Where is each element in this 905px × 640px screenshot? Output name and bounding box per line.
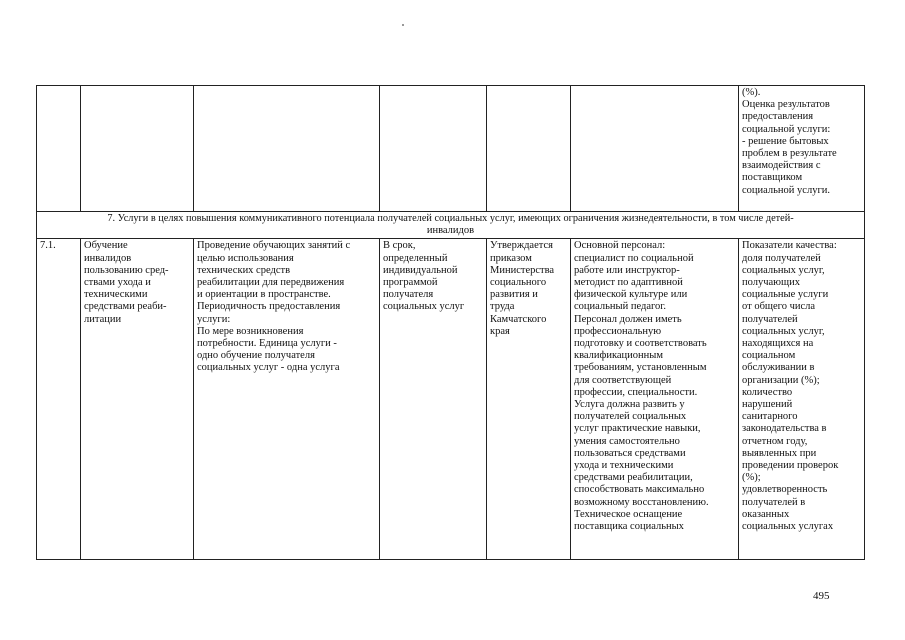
text-line: Показатели качества: [742, 240, 837, 252]
text-line: методист по адаптивной [574, 277, 683, 289]
text-line: социальном [742, 350, 796, 362]
text-line: Камчатского [490, 313, 547, 325]
cell-service-term [380, 239, 487, 560]
text-line: Персонал должен иметь [574, 313, 682, 325]
text-line: квалификационным [574, 350, 663, 362]
text-line: Периодичность предоставления [197, 301, 341, 313]
text-line: доля получателей [742, 252, 821, 264]
text-line: техническими [84, 289, 148, 301]
continuation-row [37, 86, 865, 212]
section-heading-line: инвалидов [426, 225, 475, 237]
text-line: взаимодействия с [742, 160, 821, 172]
text-line: предоставления [742, 111, 814, 123]
text-line: края [490, 325, 510, 337]
cell-approval-empty [487, 86, 571, 212]
services-table [36, 85, 865, 560]
text-line: средствами реабилитации, [574, 472, 693, 484]
text-line: получателей социальных [574, 411, 687, 423]
text-line: специалист по социальной [574, 252, 694, 264]
text-line: литации [84, 313, 122, 325]
text-line: социальные услуги [742, 289, 829, 301]
text-line: социальных услуг, [742, 264, 825, 276]
text-line: социальный педагог. [574, 301, 667, 313]
text-line: труда [490, 301, 515, 313]
text-line: Утверждается [490, 240, 553, 252]
text-line: поставщика социальных [574, 521, 684, 533]
text-line: Техническое оснащение [574, 508, 683, 520]
text-line: Основной персонал: [574, 240, 666, 252]
text-line: оказанных [742, 508, 790, 520]
text-line: выявленных при [742, 447, 817, 459]
text-line: социальной услуги. [742, 184, 830, 196]
text-line: возможному восстановлению. [574, 496, 709, 508]
text-line: профессиональную [574, 325, 662, 337]
text-line: требованиям, установленным [574, 362, 707, 374]
text-line: Обучение [84, 240, 128, 252]
cell-service-quality [739, 239, 865, 560]
cell-service-description [194, 239, 380, 560]
cell-description-empty [194, 86, 380, 212]
page-number: 495 [813, 590, 830, 602]
cell-name-empty [81, 86, 194, 212]
text-line: программой [383, 277, 438, 289]
cell-service-number [37, 239, 81, 560]
text-line: - решение бытовых [742, 135, 829, 147]
text-line: ствами ухода и [84, 277, 151, 289]
text-line: и ориентации в пространстве. [197, 289, 331, 301]
text-line: способствовать максимально [574, 484, 705, 496]
text-line: нарушений [742, 399, 793, 411]
cell-service-name [81, 239, 194, 560]
text-line: приказом [490, 252, 532, 264]
text-line: от общего числа [742, 301, 816, 313]
text-line: определенный [383, 252, 448, 264]
text-line: умения самостоятельно [574, 435, 680, 447]
text-line: В срок, [383, 240, 416, 252]
text-line: подготовку и соответствовать [574, 338, 707, 350]
text-line: одно обучение получателя [197, 350, 315, 362]
text-line: услуги: [197, 313, 231, 325]
text-line: ухода и техническими [574, 460, 674, 472]
text-line: Услуга должна развить у [574, 399, 685, 411]
text-line: социальных услуг [383, 301, 465, 313]
text-line: (%). [742, 87, 761, 98]
text-line: пользоваться средствами [574, 447, 686, 459]
text-line: инвалидов [84, 252, 132, 264]
text-line: развития и [490, 289, 538, 301]
text-line: физической культуре или [574, 289, 688, 301]
cell-service-conditions [571, 239, 739, 560]
text-line: пользованию сред- [84, 264, 169, 276]
text-line: социальных услуг - одна услуга [197, 362, 340, 374]
text-line: услуг практические навыки, [574, 423, 701, 435]
cell-term-empty [380, 86, 487, 212]
text-line: отчетном году, [742, 435, 808, 447]
text-line: для соответствующей [574, 374, 672, 386]
text-line: социальных услугах [742, 521, 834, 533]
text-line: Оценка результатов [742, 99, 830, 111]
text-line: (%); [742, 472, 761, 484]
text-line: получателей в [742, 496, 806, 508]
cell-quality-continuation [739, 86, 865, 212]
text-line: целью использования [197, 252, 294, 264]
text-line: получателей [742, 313, 798, 325]
section-heading-line: 7. Услуги в целях повышения коммуникативного потенциала получателей социальных услуг, имеющих ограничения жизнедеятельности, в том числе детей- [107, 213, 794, 224]
text-line: находящихся на [742, 338, 814, 350]
scan-speck [402, 24, 404, 26]
text-line: законодательства в [742, 423, 827, 435]
text-line: проведении проверок [742, 460, 839, 472]
text-line: социальных услуг, [742, 325, 825, 337]
text-line: санитарного [742, 411, 798, 423]
text-line: индивидуальной [383, 264, 458, 276]
text-line: получающих [742, 277, 800, 289]
text-line: удовлетворенность [742, 484, 828, 496]
text-line: технических средств [197, 264, 291, 276]
text-line: работе или инструктор- [574, 264, 680, 276]
section-heading [37, 212, 865, 239]
text-line: количество [742, 386, 793, 398]
text-line: средствами реаби- [84, 301, 167, 313]
cell-service-approval [487, 239, 571, 560]
text-line: поставщиком [742, 172, 803, 184]
text-line: обслуживании в [742, 362, 815, 374]
text-line: социального [490, 277, 547, 289]
text-line: социальной услуги: [742, 123, 831, 135]
text-line: По мере возникновения [197, 325, 304, 337]
section-heading-row [37, 212, 865, 239]
text-line: организации (%); [742, 374, 820, 386]
text-line: Министерства [490, 264, 555, 276]
text-line: проблем в результате [742, 148, 837, 160]
service-number: 7.1. [40, 240, 56, 252]
text-line: получателя [383, 289, 434, 301]
service-row-7-1 [37, 239, 865, 560]
text-line: потребности. Единица услуги - [197, 338, 337, 350]
text-line: Проведение обучающих занятий с [197, 240, 351, 252]
cell-number-empty [37, 86, 81, 212]
cell-conditions-empty [571, 86, 739, 212]
text-line: профессии, специальности. [574, 386, 698, 398]
text-line: реабилитации для передвижения [197, 277, 345, 289]
